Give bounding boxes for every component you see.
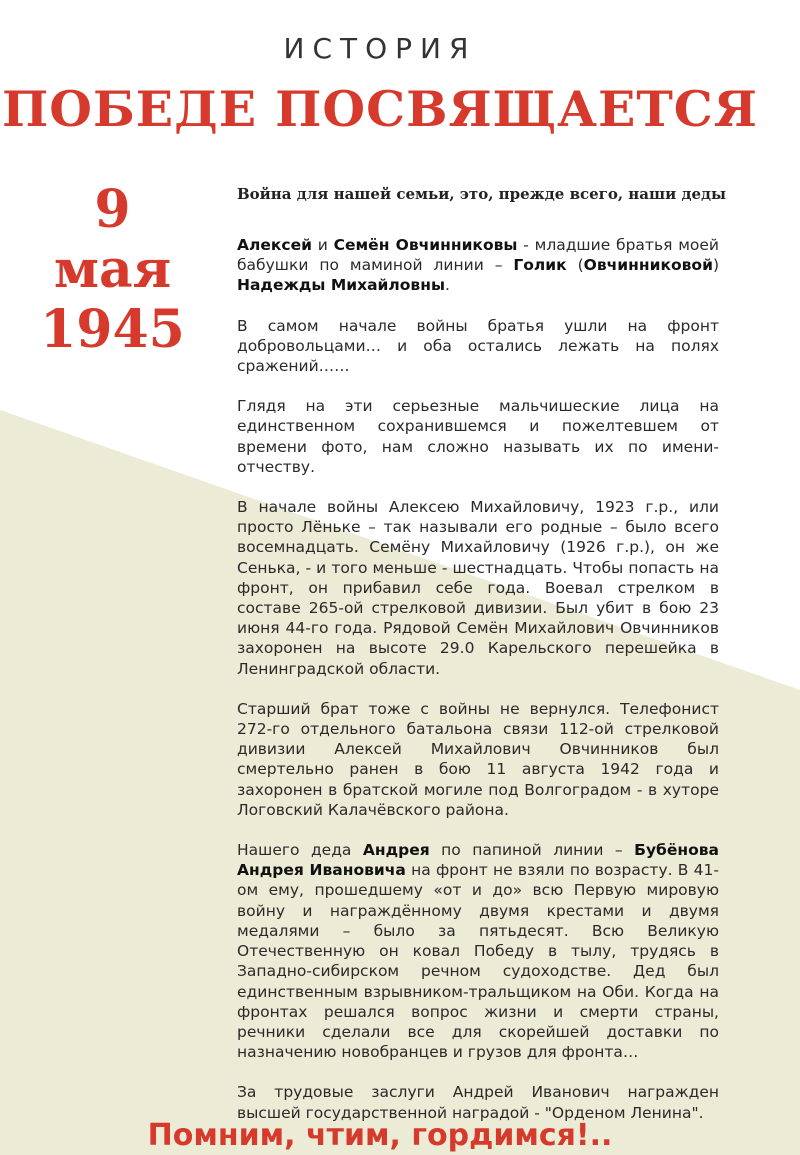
name-aleksey: Алексей	[237, 236, 312, 254]
date-year: 1945	[40, 299, 185, 360]
date-day: 9	[94, 179, 131, 240]
victory-date	[30, 180, 195, 360]
paragraph-6: Нашего деда Андрея по папиной линии – Бубёнова Андрея Ивановича на фронт не взяли по возрасту. В 41-ом ему, прошедшему «от и до» всю Первую мировую войну и награждённому двумя крестами и двумя медалями – было за пятьдесят. Всю Великую Отечественную он ковал Победу в тылу, трудясь в Западно-сибирском речном судоходстве. Дед был единственным взрывником-тральщиком на Оби. Когда на фронтах решался вопрос жизни и смерти страны, речники сделали все для скорейшей доставки по назначению новобранцев и грузов для фронта…	[237, 841, 720, 1062]
lead-heading: Война для нашей семьи, это, прежде всего, наши деды	[237, 185, 727, 203]
page-title: ПОБЕДЕ ПОСВЯЩАЕТСЯ	[1, 80, 758, 138]
paragraph-4: В начале войны Алексею Михайловичу, 1923 г.р., или просто Лёньке – так называли его родные – было всего восемнадцать. Семёну Михайловичу (1926 г.р.), он же Сенька, - и того меньше - шестнадцать. Чтобы попасть на фронт, он прибавил себе года. Воевал стрелком в составе 265-ой стрелковой дивизии. Был убит в бою 23 июня 44-го года. Рядовой Семён Михайлович Овчинников захоронен на высоте 29.0 Карельского перешейка в Ленинградской области.	[237, 498, 719, 678]
name-nadezhda: Надежды Михайловны	[237, 276, 445, 295]
name-ovchinnikova: Овчинниковой	[583, 256, 713, 275]
paragraph-2: В самом начале войны братья ушли на фронт добровольцами… и оба остались лежать на полях сражений……	[237, 316, 719, 376]
section-kicker: ИСТОРИЯ	[283, 32, 477, 65]
name-semyon-ovchinnikovy: Семён Овчинниковы	[333, 236, 518, 254]
paragraph-5: Старший брат тоже с войны не вернулся. Телефонист 272-го отдельного батальона связи 112-ой стрелковой дивизии Алексей Михайлович Овчинников был смертельно ранен в бою 11 августа 1942 года и захоронен в братской могиле под Волгоградом - в хуторе Логовский Калачёвского района.	[237, 699, 719, 819]
footer-slogan: Помним, чтим, гордимся!..	[147, 1118, 613, 1153]
article-body	[237, 235, 719, 1143]
name-andrey: Андрея	[362, 841, 430, 860]
paragraph-1: Алексей и Семён Овчинниковы - младшие братья моей бабушки по маминой линии – Голик (Овчинниковой) Надежды Михайловны.	[237, 236, 719, 295]
name-bubyonov: Бубёнова Андрея Ивановича	[237, 841, 720, 880]
date-month: мая	[53, 239, 172, 300]
name-golik: Голик	[513, 256, 567, 275]
paragraph-3: Глядя на эти серьезные мальчишеские лица на единственном сохранившемся и пожелтевшем от времени фото, нам сложно называть их по имени-отчеству.	[237, 397, 719, 476]
paragraph-7: За трудовые заслуги Андрей Иванович награжден высшей государственной наградой - "Орденом Ленина".	[237, 1083, 719, 1122]
